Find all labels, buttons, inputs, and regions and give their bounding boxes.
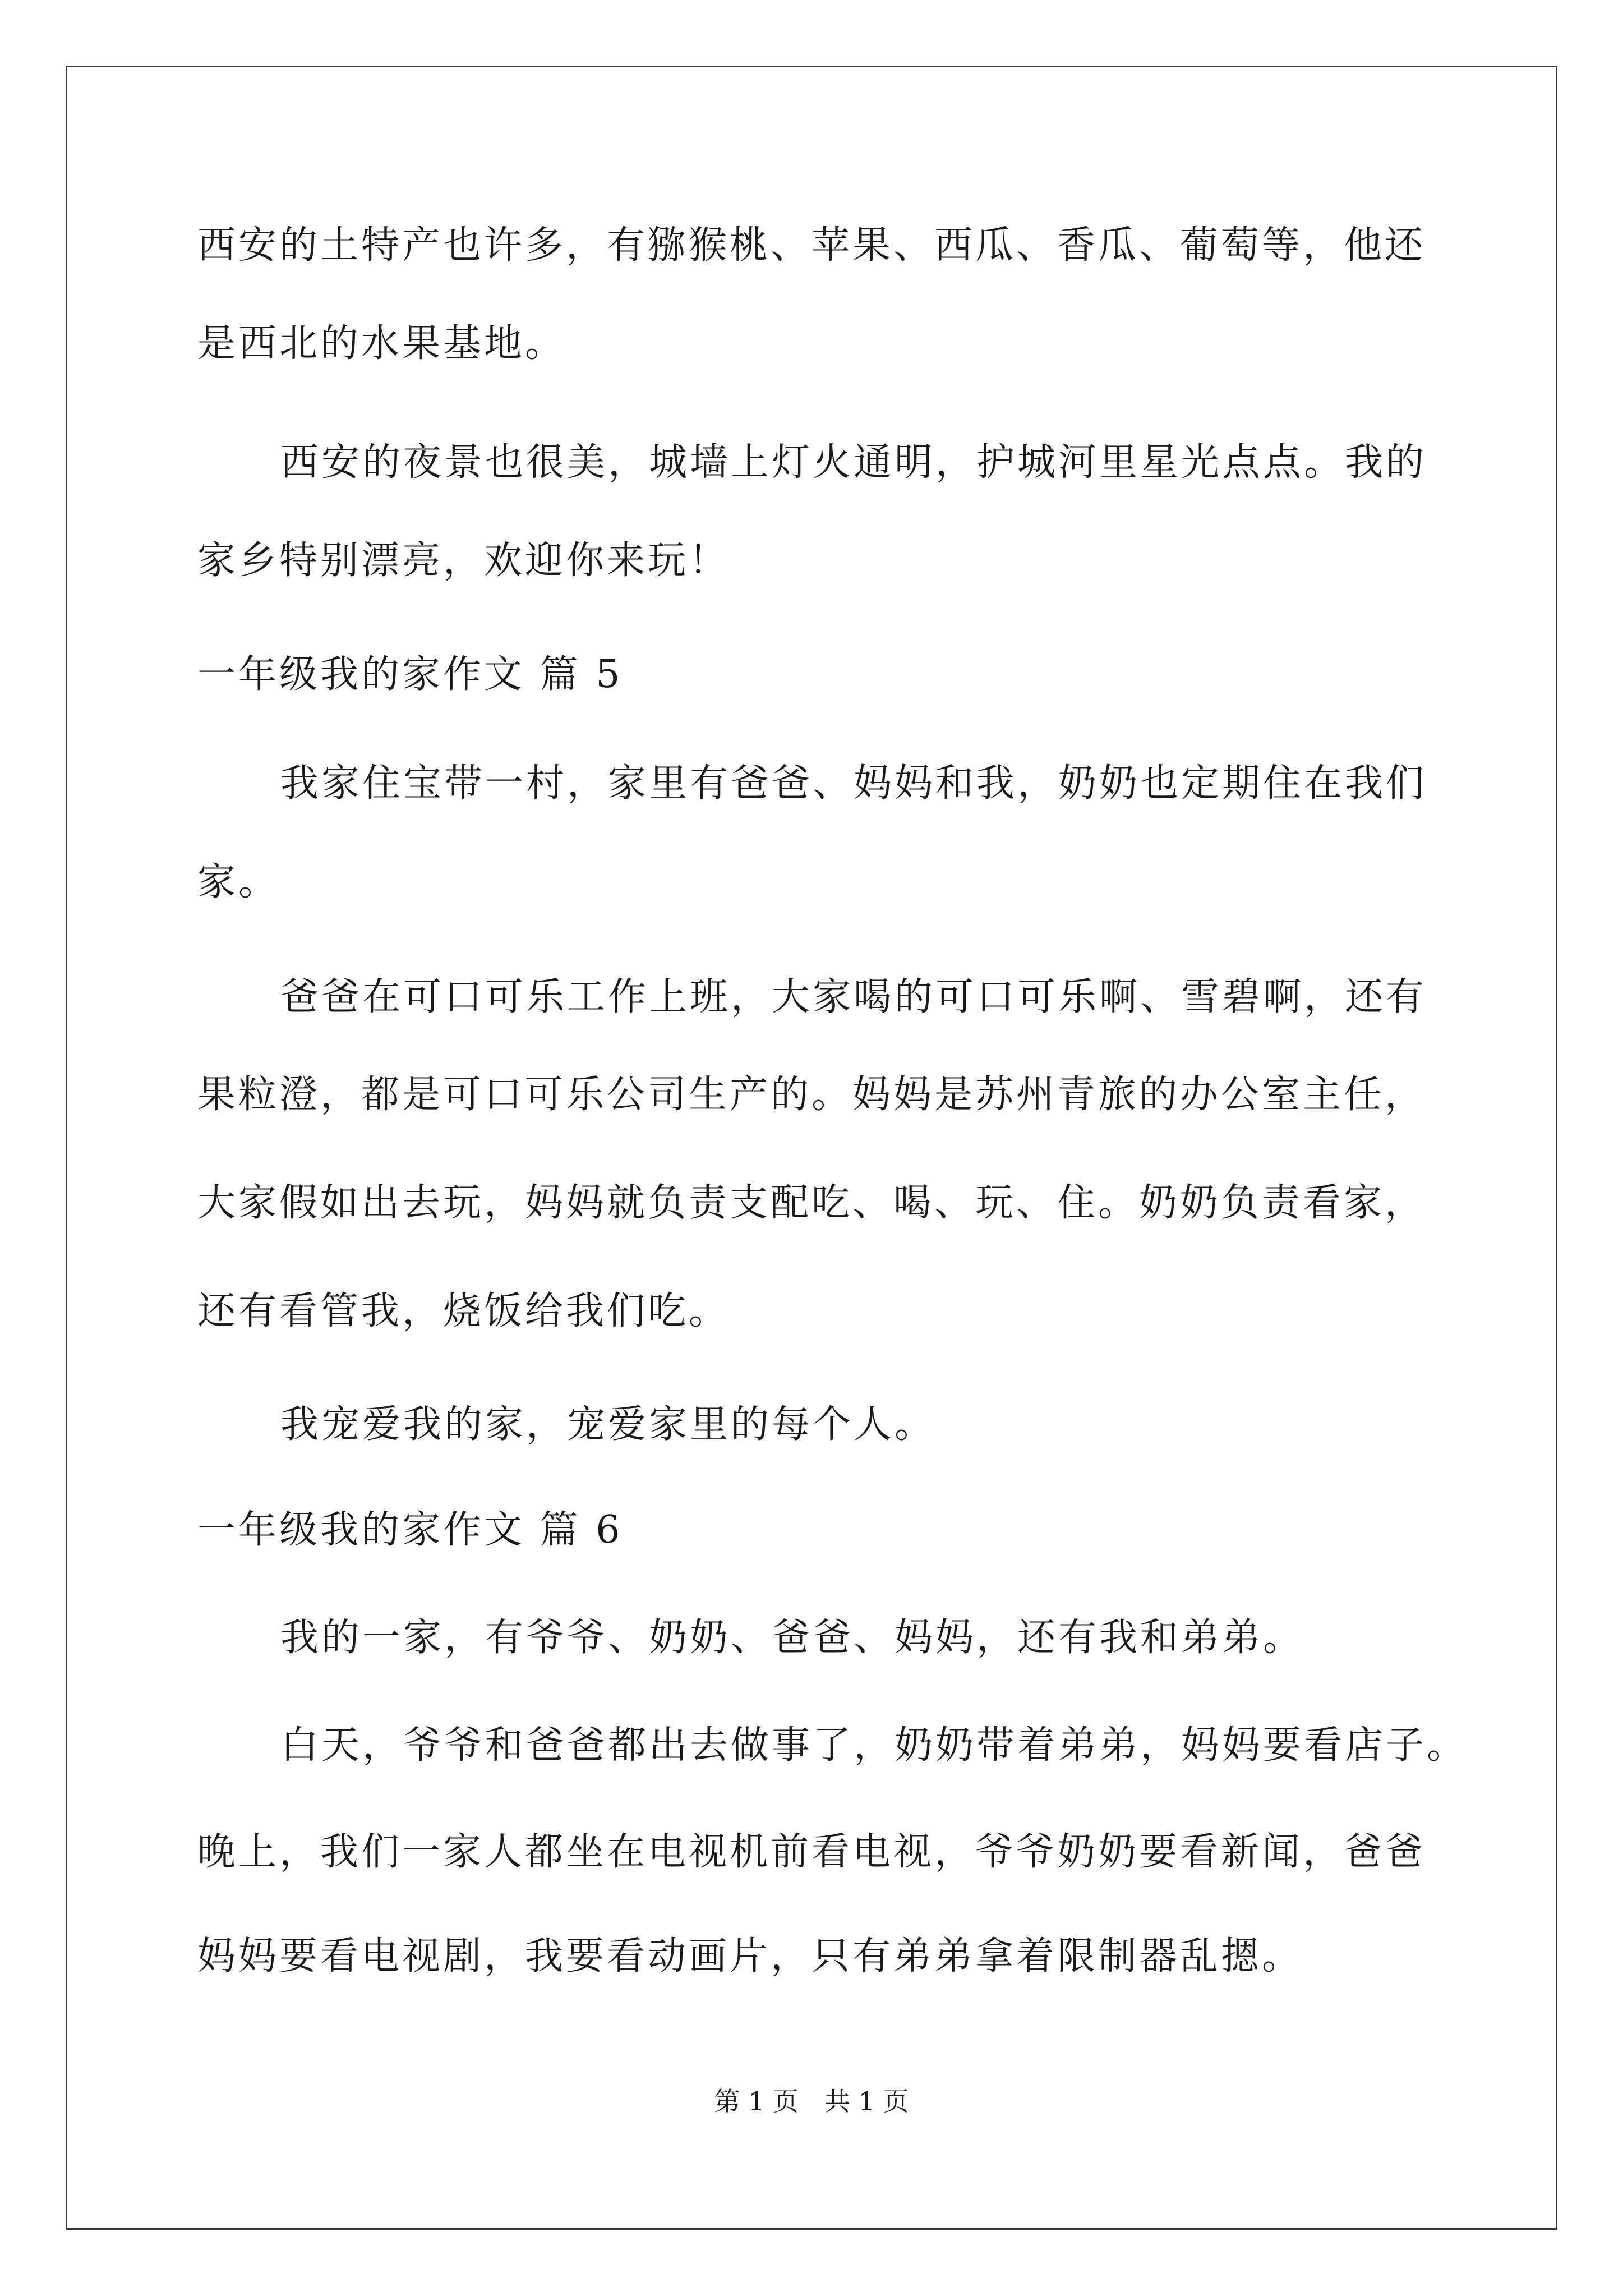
paragraph-line: 晚上，我们一家人都坐在电视机前看电视，爷爷奶奶要看新闻，爸爸 bbox=[197, 1830, 1426, 1874]
paragraph-line: 爸爸在可口可乐工作上班，大家喝的可口可乐啊、雪碧啊，还有 bbox=[280, 975, 1427, 1019]
paragraph-line: 还有看管我，烧饭给我们吃。 bbox=[197, 1289, 730, 1333]
section-heading: 一年级我的家作文 篇 6 bbox=[197, 1508, 623, 1552]
paragraph-line: 白天，爷爷和爸爸都出去做事了，奶奶带着弟弟，妈妈要看店子。 bbox=[280, 1723, 1468, 1768]
paragraph-line: 我的一家，有爷爷、奶奶、爸爸、妈妈，还有我和弟弟。 bbox=[280, 1616, 1304, 1660]
paragraph-line: 家。 bbox=[197, 860, 280, 904]
page-total: 共 1 页 bbox=[824, 2086, 909, 2116]
page-footer bbox=[0, 2086, 1623, 2117]
paragraph-line: 西安的夜景也很美，城墙上灯火通明，护城河里星光点点。我的 bbox=[280, 440, 1427, 485]
paragraph-line: 我家住宝带一村，家里有爸爸、妈妈和我，奶奶也定期住在我们 bbox=[280, 761, 1427, 806]
page-border bbox=[66, 66, 1557, 2230]
paragraph-line: 是西北的水果基地。 bbox=[197, 321, 566, 366]
paragraph-line: 家乡特别漂亮，欢迎你来玩！ bbox=[197, 539, 730, 583]
page-number: 第 1 页 bbox=[714, 2086, 799, 2116]
paragraph-line: 西安的土特产也许多，有猕猴桃、苹果、西瓜、香瓜、葡萄等，他还 bbox=[197, 223, 1426, 268]
paragraph-line: 大家假如出去玩，妈妈就负责支配吃、喝、玩、住。奶奶负责看家， bbox=[197, 1181, 1426, 1225]
paragraph-line: 我宠爱我的家，宠爱家里的每个人。 bbox=[280, 1402, 936, 1447]
paragraph-line: 果粒澄，都是可口可乐公司生产的。妈妈是苏州青旅的办公室主任， bbox=[197, 1073, 1426, 1117]
section-heading: 一年级我的家作文 篇 5 bbox=[197, 652, 623, 697]
paragraph-line: 妈妈要看电视剧，我要看动画片，只有弟弟拿着限制器乱摁。 bbox=[197, 1934, 1303, 1978]
